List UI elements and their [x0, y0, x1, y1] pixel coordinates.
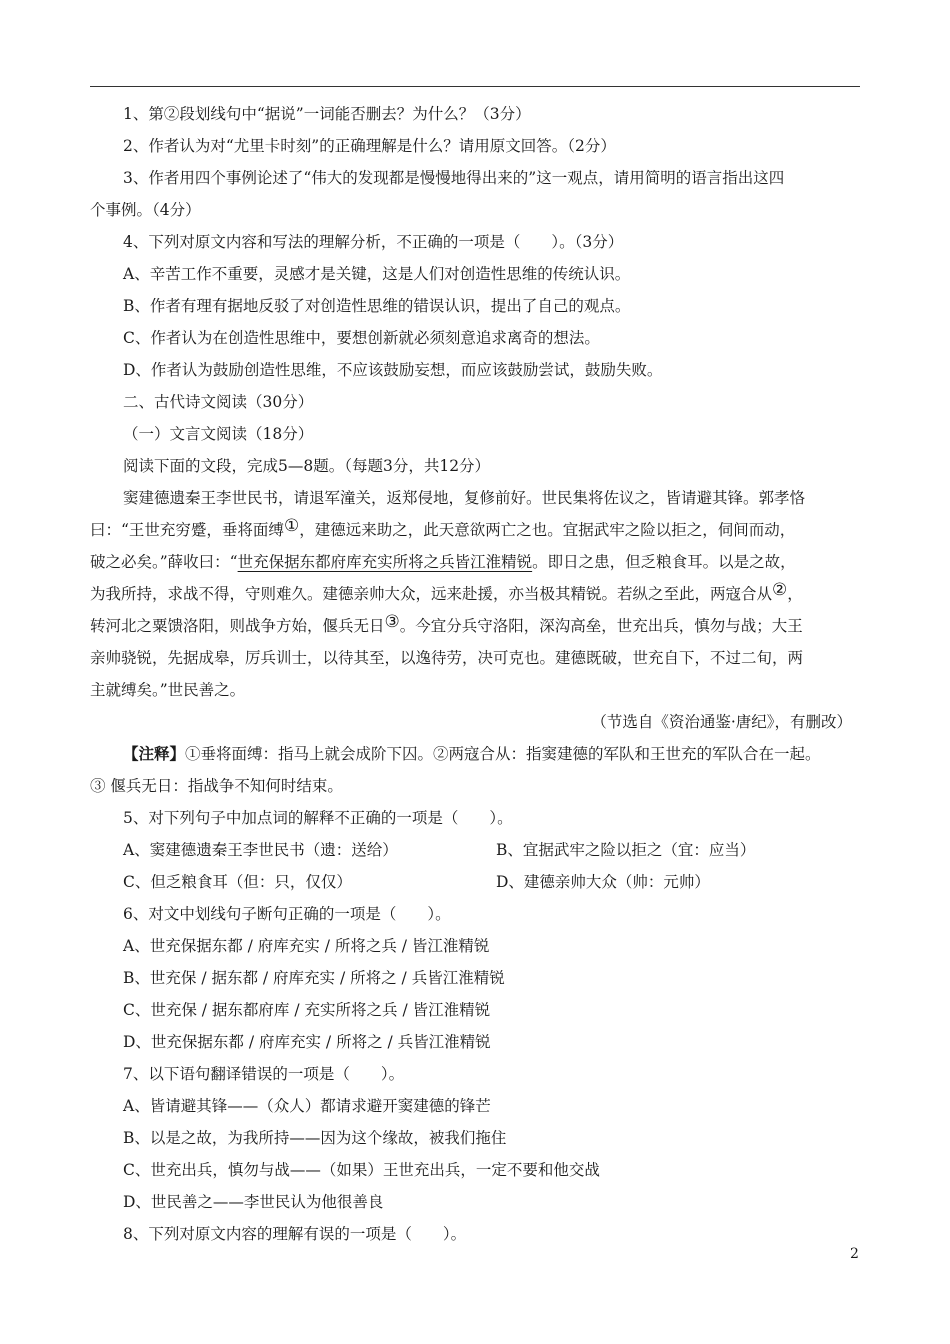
footnote-marker: ② — [772, 580, 788, 600]
question-7-option-a: A、皆请避其锋——（众人）都请求避开窦建德的锋芒 — [123, 1097, 491, 1115]
passage-line: 曰：“王世充穷蹙，垂将面缚①，建德远来助之，此天意欲两亡之也。宜据武牢之险以拒之，伺间而动， — [90, 516, 796, 539]
question-4-option-c: C、作者认为在创造性思维中，要想创新就必须刻意追求离奇的想法。 — [123, 329, 600, 347]
question-8: 8、下列对原文内容的理解有误的一项是（ ）。 — [123, 1225, 467, 1243]
passage-line: 窦建德遗秦王李世民书，请退军潼关，返郑侵地，复修前好。世民集将佐议之，皆请避其锋。郭孝恪 — [123, 489, 806, 507]
question-6-option-b: B、世充保 / 据东都 / 府库充实 / 所将之 / 兵皆江淮精锐 — [123, 969, 505, 987]
question-5-options-ab — [90, 834, 860, 866]
passage-line: 为我所持，求战不得，守则难久。建德亲帅大众，远来赴援，亦当极其精锐。若纵之至此，两寇合从②， — [90, 580, 803, 603]
question-5-options-cd — [90, 866, 860, 898]
section-heading: 二、古代诗文阅读（30分） — [123, 393, 314, 411]
passage-line: 破之必矣。”薛收曰：“世充保据东都府库充实所将之兵皆江淮精锐。即日之患，但乏粮食耳。以是之故， — [90, 553, 796, 571]
notes: 【注释】①垂将面缚：指马上就会成阶下囚。②两寇合从：指窦建德的军队和王世充的军队合在一起。 — [123, 744, 821, 763]
header-rule — [90, 86, 860, 87]
passage-line: 主就缚矣。”世民善之。 — [90, 681, 246, 699]
question-2: 2、作者认为对“尤里卡时刻”的正确理解是什么？请用原文回答。（2分） — [123, 137, 616, 155]
question-5-option-d: D、建德亲帅大众（帅：元帅） — [496, 873, 710, 891]
question-6-option-c: C、世充保 / 据东都府库 / 充实所将之兵 / 皆江淮精锐 — [123, 1001, 491, 1019]
underlined-sentence: 世充保据东都府库充实所将之兵皆江淮精锐 — [237, 553, 533, 571]
question-4-option-a: A、辛苦工作不重要，灵感才是关键，这是人们对创造性思维的传统认识。 — [123, 265, 631, 283]
question-3-cont: 个事例。（4分） — [90, 201, 201, 219]
footnote-marker: ③ — [384, 612, 400, 632]
passage-source: （节选自《资治通鉴·唐纪》，有删改） — [591, 713, 852, 731]
question-7-option-c: C、世充出兵，慎勿与战——（如果）王世充出兵，一定不要和他交战 — [123, 1161, 600, 1179]
footnote-marker: ① — [283, 516, 300, 536]
question-7-option-d: D、世民善之——李世民认为他很善良 — [123, 1193, 384, 1211]
subsection-heading: （一）文言文阅读（18分） — [123, 425, 314, 443]
question-6-option-d: D、世充保据东都 / 府库充实 / 所将之 / 兵皆江淮精锐 — [123, 1033, 491, 1051]
question-4: 4、下列对原文内容和写法的理解分析，不正确的一项是（ ）。（3分） — [123, 233, 624, 251]
passage-line: 转河北之粟馈洛阳，则战争方始，偃兵无日③。今宜分兵守洛阳，深沟高垒，世充出兵，慎勿与战；大王 — [90, 612, 803, 635]
question-6-option-a: A、世充保据东都 / 府库充实 / 所将之兵 / 皆江淮精锐 — [123, 937, 490, 955]
notes-cont: ③ 偃兵无日：指战争不知何时结束。 — [90, 777, 343, 795]
question-6: 6、对文中划线句子断句正确的一项是（ ）。 — [123, 905, 451, 923]
question-5-option-a: A、窦建德遗秦王李世民书（遗：送给） — [123, 841, 398, 859]
question-5: 5、对下列句子中加点词的解释不正确的一项是（ ）。 — [123, 809, 513, 827]
document-body — [90, 98, 860, 1250]
question-4-option-d: D、作者认为鼓励创造性思维，不应该鼓励妄想，而应该鼓励尝试，鼓励失败。 — [123, 361, 663, 379]
page-number: 2 — [850, 1246, 859, 1262]
question-5-option-b: B、宜据武牢之险以拒之（宜：应当） — [496, 841, 756, 859]
question-7-option-b: B、以是之故，为我所持——因为这个缘故，被我们拖住 — [123, 1129, 507, 1147]
reading-instruction: 阅读下面的文段，完成5—8题。（每题3分，共12分） — [123, 457, 491, 475]
question-3: 3、作者用四个事例论述了“伟大的发现都是慢慢地得出来的”这一观点，请用简明的语言指出这四 — [123, 169, 785, 187]
question-4-option-b: B、作者有理有据地反驳了对创造性思维的错误认识，提出了自己的观点。 — [123, 297, 631, 315]
question-1: 1、第②段划线句中“据说”一词能否删去？为什么？（3分） — [123, 105, 531, 123]
passage-line: 亲帅骁锐，先据成皋，厉兵训士，以待其至，以逸待劳，决可克也。建德既破，世充自下，不过二旬，两 — [90, 649, 804, 667]
question-5-option-c: C、但乏粮食耳（但：只，仅仅） — [123, 873, 352, 891]
notes-label: 【注释】 — [123, 744, 186, 763]
question-7: 7、以下语句翻译错误的一项是（ ）。 — [123, 1065, 405, 1083]
